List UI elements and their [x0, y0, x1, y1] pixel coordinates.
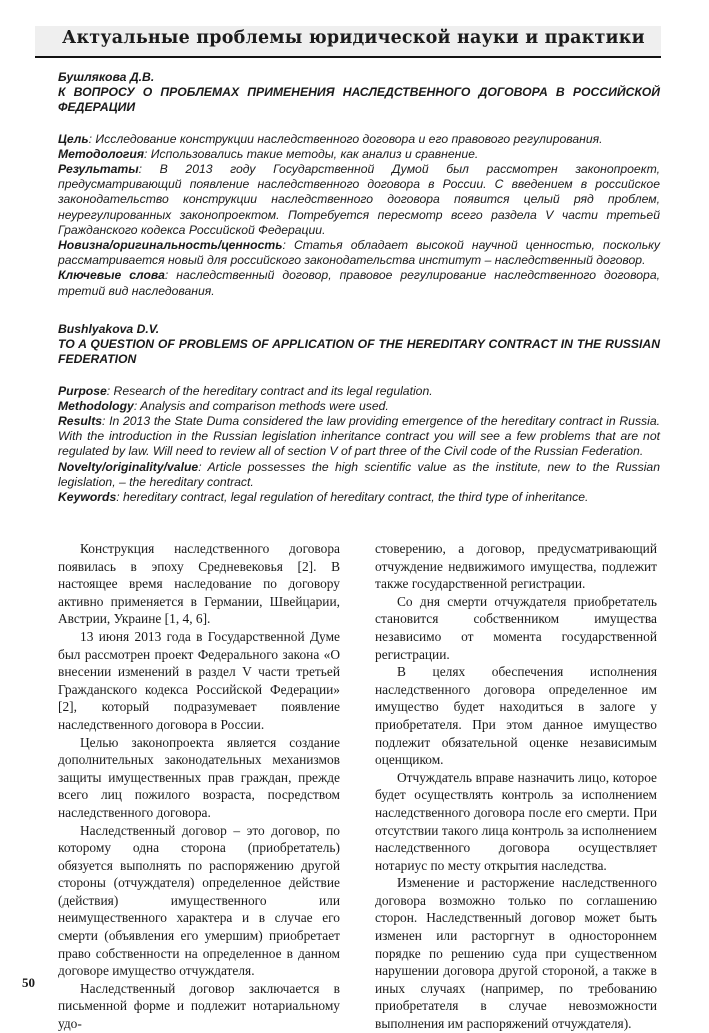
novelty-text-en: : Article possesses the high scientific value as the institute, new to the Russian legislation, – the hereditary contract. — [58, 459, 660, 489]
results-label-ru: Результаты — [58, 162, 139, 177]
results-label-en: Results — [58, 414, 103, 429]
body-column-left — [58, 540, 340, 1033]
body-paragraph: Наследственный договор заключается в письменной форме и подлежит нотариальному удо- — [58, 980, 340, 1032]
novelty-text-ru: : Статья обладает высокой научной ценностью, поскольку рассматривается новый для российского законодательства институт – наследственный договор. — [58, 238, 660, 268]
methodology-en — [58, 399, 660, 414]
methodology-label-en: Methodology — [58, 398, 134, 413]
purpose-label-en: Purpose — [58, 383, 107, 398]
novelty-label-en: Novelty/originality/value — [58, 459, 199, 474]
body-paragraph: Отчуждатель вправе назначить лицо, которое будет осуществлять контроль за исполнением наследственного договора после его смерти. При отсутствии такого лица контроль за исполнением наследственного договора осуществляет нотариус по месту открытия наследства. — [375, 769, 657, 873]
article-title-ru: К ВОПРОСУ О ПРОБЛЕМАХ ПРИМЕНЕНИЯ НАСЛЕДСТВЕННОГО ДОГОВОРА В РОССИЙСКОЙ ФЕДЕРАЦИИ — [58, 85, 660, 115]
body-paragraph: В целях обеспечения исполнения наследственного договора определенное им имущество будет находиться в залоге у приобретателя. При этом данное имущество подлежит обязательной оценке независимым оценщиком. — [375, 664, 657, 768]
body-paragraph: Конструкция наследственного договора появилась в эпоху Средневековья [2]. В настоящее время наследование по договору активно применяется в Германии, Швейцарии, Австрии, Украине [1, 4, 6]. — [58, 541, 340, 627]
results-text-en: : In 2013 the State Duma considered the law providing emergence of the hereditary contract in Russia. With the introduction in the Russian legislation inheritance contract you will see a few problems that are not regulated by law. Will need to review all of section V of part three of the Civil code of the Russian Federation. — [58, 414, 660, 459]
body-paragraph: Со дня смерти отчуждателя приобретатель становится собственником имущества независимо от момента государственной регистрации. — [375, 593, 657, 662]
keywords-label-ru: Ключевые слова — [58, 268, 165, 283]
abstract-ru — [58, 70, 660, 299]
body-paragraph: Целью законопроекта является создание дополнительных законодательных механизмов защиты имущественных прав граждан, прежде всего лиц пожилого возраста, посредством наследственного договора. — [58, 734, 340, 820]
body-column-right — [375, 540, 657, 1033]
results-en — [58, 414, 660, 460]
keywords-ru — [58, 268, 660, 298]
novelty-label-ru: Новизна/оригинальность/ценность — [58, 238, 283, 253]
results-ru — [58, 162, 660, 238]
abstract-en — [58, 322, 660, 505]
novelty-en — [58, 460, 660, 490]
body-paragraph-continuation: стоверению, а договор, предусматривающий отчуждение недвижимого имущества, подлежит также государственной регистрации. — [375, 541, 657, 592]
purpose-ru — [58, 132, 660, 147]
keywords-text-en: : hereditary contract, legal regulation of hereditary contract, the third type of inheritance. — [116, 490, 589, 505]
body-paragraph: 13 июня 2013 года в Государственной Думе был рассмотрен проект Федерального закона «О внесении изменений в раздел V части третьей Гражданского кодекса Российской Федерации» [2], который подразумевает появление наследственного договора в России. — [58, 628, 340, 732]
purpose-en — [58, 384, 660, 399]
body-paragraph: Наследственный договор – это договор, по которому одна сторона (приобретатель) обязуется выполнять по распоряжению другой стороны (отчуждателя) определенное действие (действия) имущественного или неимущественного характера и в случае его смерти (объявления его умершим) приобретает право собственности на определенное в данном договоре имущество отчуждателя. — [58, 822, 340, 979]
results-text-ru: : В 2013 году Государственной Думой был рассмотрен законопроект, предусматривающий появление наследственного договора в России. С введением в российское законодательство конструкции наследственного договора появится целый ряд проблем, неурегулированных законопроектом. Потребуется пересмотр всего раздела V части третьей Гражданского кодекса Российской Федерации. — [58, 162, 660, 237]
methodology-ru — [58, 147, 660, 162]
body-paragraph: Изменение и расторжение наследственного договора возможно только по соглашению сторон. Наследственный договор может быть изменен или расторгнут в одностороннем порядке по решению суда при существенном нарушении договора другой стороной, а также в иных случаях (например, по требованию приобретателя в случае невозможности выполнения им распоряжений отчуждателя). — [375, 875, 657, 1032]
keywords-label-en: Keywords — [58, 490, 117, 505]
purpose-label-ru: Цель — [58, 131, 89, 146]
journal-title: Актуальные проблемы юридической науки и практики — [62, 28, 645, 48]
author-ru: Бушлякова Д.В. — [58, 70, 155, 84]
page-number: 50 — [22, 975, 35, 990]
keywords-text-ru: : наследственный договор, правовое регулирование наследственного договора, третий вид наследования. — [58, 268, 660, 298]
article-title-en: TO A QUESTION OF PROBLEMS OF APPLICATION OF THE HEREDITARY CONTRACT IN THE RUSSIAN FEDERATION — [58, 337, 660, 367]
methodology-label-ru: Методология — [58, 146, 145, 161]
author-en: Bushlyakova D.V. — [58, 322, 160, 336]
novelty-ru — [58, 238, 660, 268]
purpose-text-ru: : Исследование конструкции наследственного договора и его правового регулирования. — [88, 131, 603, 146]
methodology-text-ru: : Использовались такие методы, как анализ и сравнение. — [144, 146, 479, 161]
methodology-text-en: : Analysis and comparison methods were used. — [133, 398, 389, 413]
purpose-text-en: : Research of the hereditary contract and its legal regulation. — [106, 383, 433, 398]
keywords-en — [58, 490, 660, 505]
